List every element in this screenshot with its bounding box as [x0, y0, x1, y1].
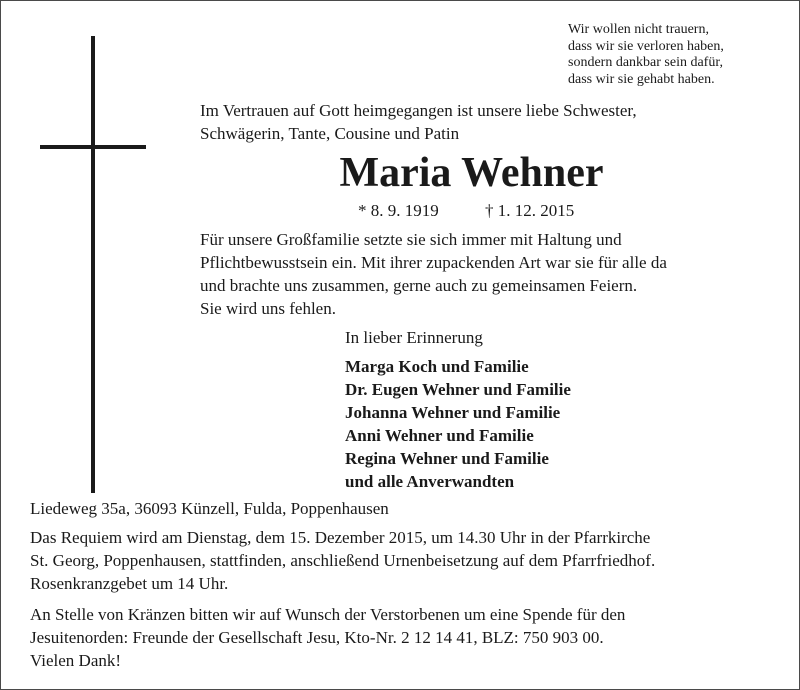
- birth-date: * 8. 9. 1919: [358, 201, 439, 220]
- requiem-line: Das Requiem wird am Dienstag, dem 15. Dezember 2015, um 14.30 Uhr in der Pfarrkirche: [30, 528, 651, 547]
- tribute-line: Pflichtbewusstsein ein. Mit ihrer zupackenden Art war sie für alle da: [200, 253, 667, 272]
- deceased-name: Maria Wehner: [339, 150, 604, 196]
- donation-line: Jesuitenorden: Freunde der Gesellschaft Jesu, Kto-Nr. 2 12 14 41, BLZ: 750 903 00.: [30, 628, 604, 647]
- poem-line: sondern dankbar sein dafür,: [568, 55, 723, 70]
- signer: Johanna Wehner und Familie: [345, 403, 561, 422]
- requiem-info: [30, 526, 655, 595]
- donation-line: An Stelle von Kränzen bitten wir auf Wunsch der Verstorbenen um eine Spende für den: [30, 605, 626, 624]
- poem-line: Wir wollen nicht trauern,: [568, 22, 709, 37]
- donation-info: [30, 603, 625, 672]
- requiem-line: St. Georg, Poppenhausen, stattfinden, anschließend Urnenbeisetzung auf dem Pfarrfriedhof.: [30, 551, 656, 570]
- intro-line: Schwägerin, Tante, Cousine und Patin: [200, 124, 460, 143]
- address: Liedeweg 35a, 36093 Künzell, Fulda, Poppenhausen: [30, 499, 389, 518]
- donation-line: Vielen Dank!: [30, 651, 122, 670]
- memory-label: In lieber Erinnerung: [345, 328, 483, 347]
- intro-line: Im Vertrauen auf Gott heimgegangen ist unsere liebe Schwester,: [200, 101, 637, 120]
- tribute-line: und brachte uns zusammen, gerne auch zu gemeinsamen Feiern.: [200, 276, 638, 295]
- tribute-line: Sie wird uns fehlen.: [200, 299, 336, 318]
- tribute-line: Für unsere Großfamilie setzte sie sich immer mit Haltung und: [200, 230, 622, 249]
- poem: [568, 22, 724, 88]
- tribute-text: [200, 228, 667, 320]
- signer: Marga Koch und Familie: [345, 357, 529, 376]
- intro-text: [200, 99, 637, 145]
- signer: Regina Wehner und Familie: [345, 449, 549, 468]
- signers-list: [345, 355, 571, 493]
- signer: Anni Wehner und Familie: [345, 426, 534, 445]
- requiem-line: Rosenkranzgebet um 14 Uhr.: [30, 574, 229, 593]
- signer: Dr. Eugen Wehner und Familie: [345, 380, 571, 399]
- death-date: † 1. 12. 2015: [485, 201, 575, 220]
- poem-line: dass wir sie gehabt haben.: [568, 71, 715, 87]
- poem-line: dass wir sie verloren haben,: [568, 38, 724, 54]
- signer: und alle Anverwandten: [345, 472, 515, 491]
- cross-vertical-bar: [91, 36, 95, 493]
